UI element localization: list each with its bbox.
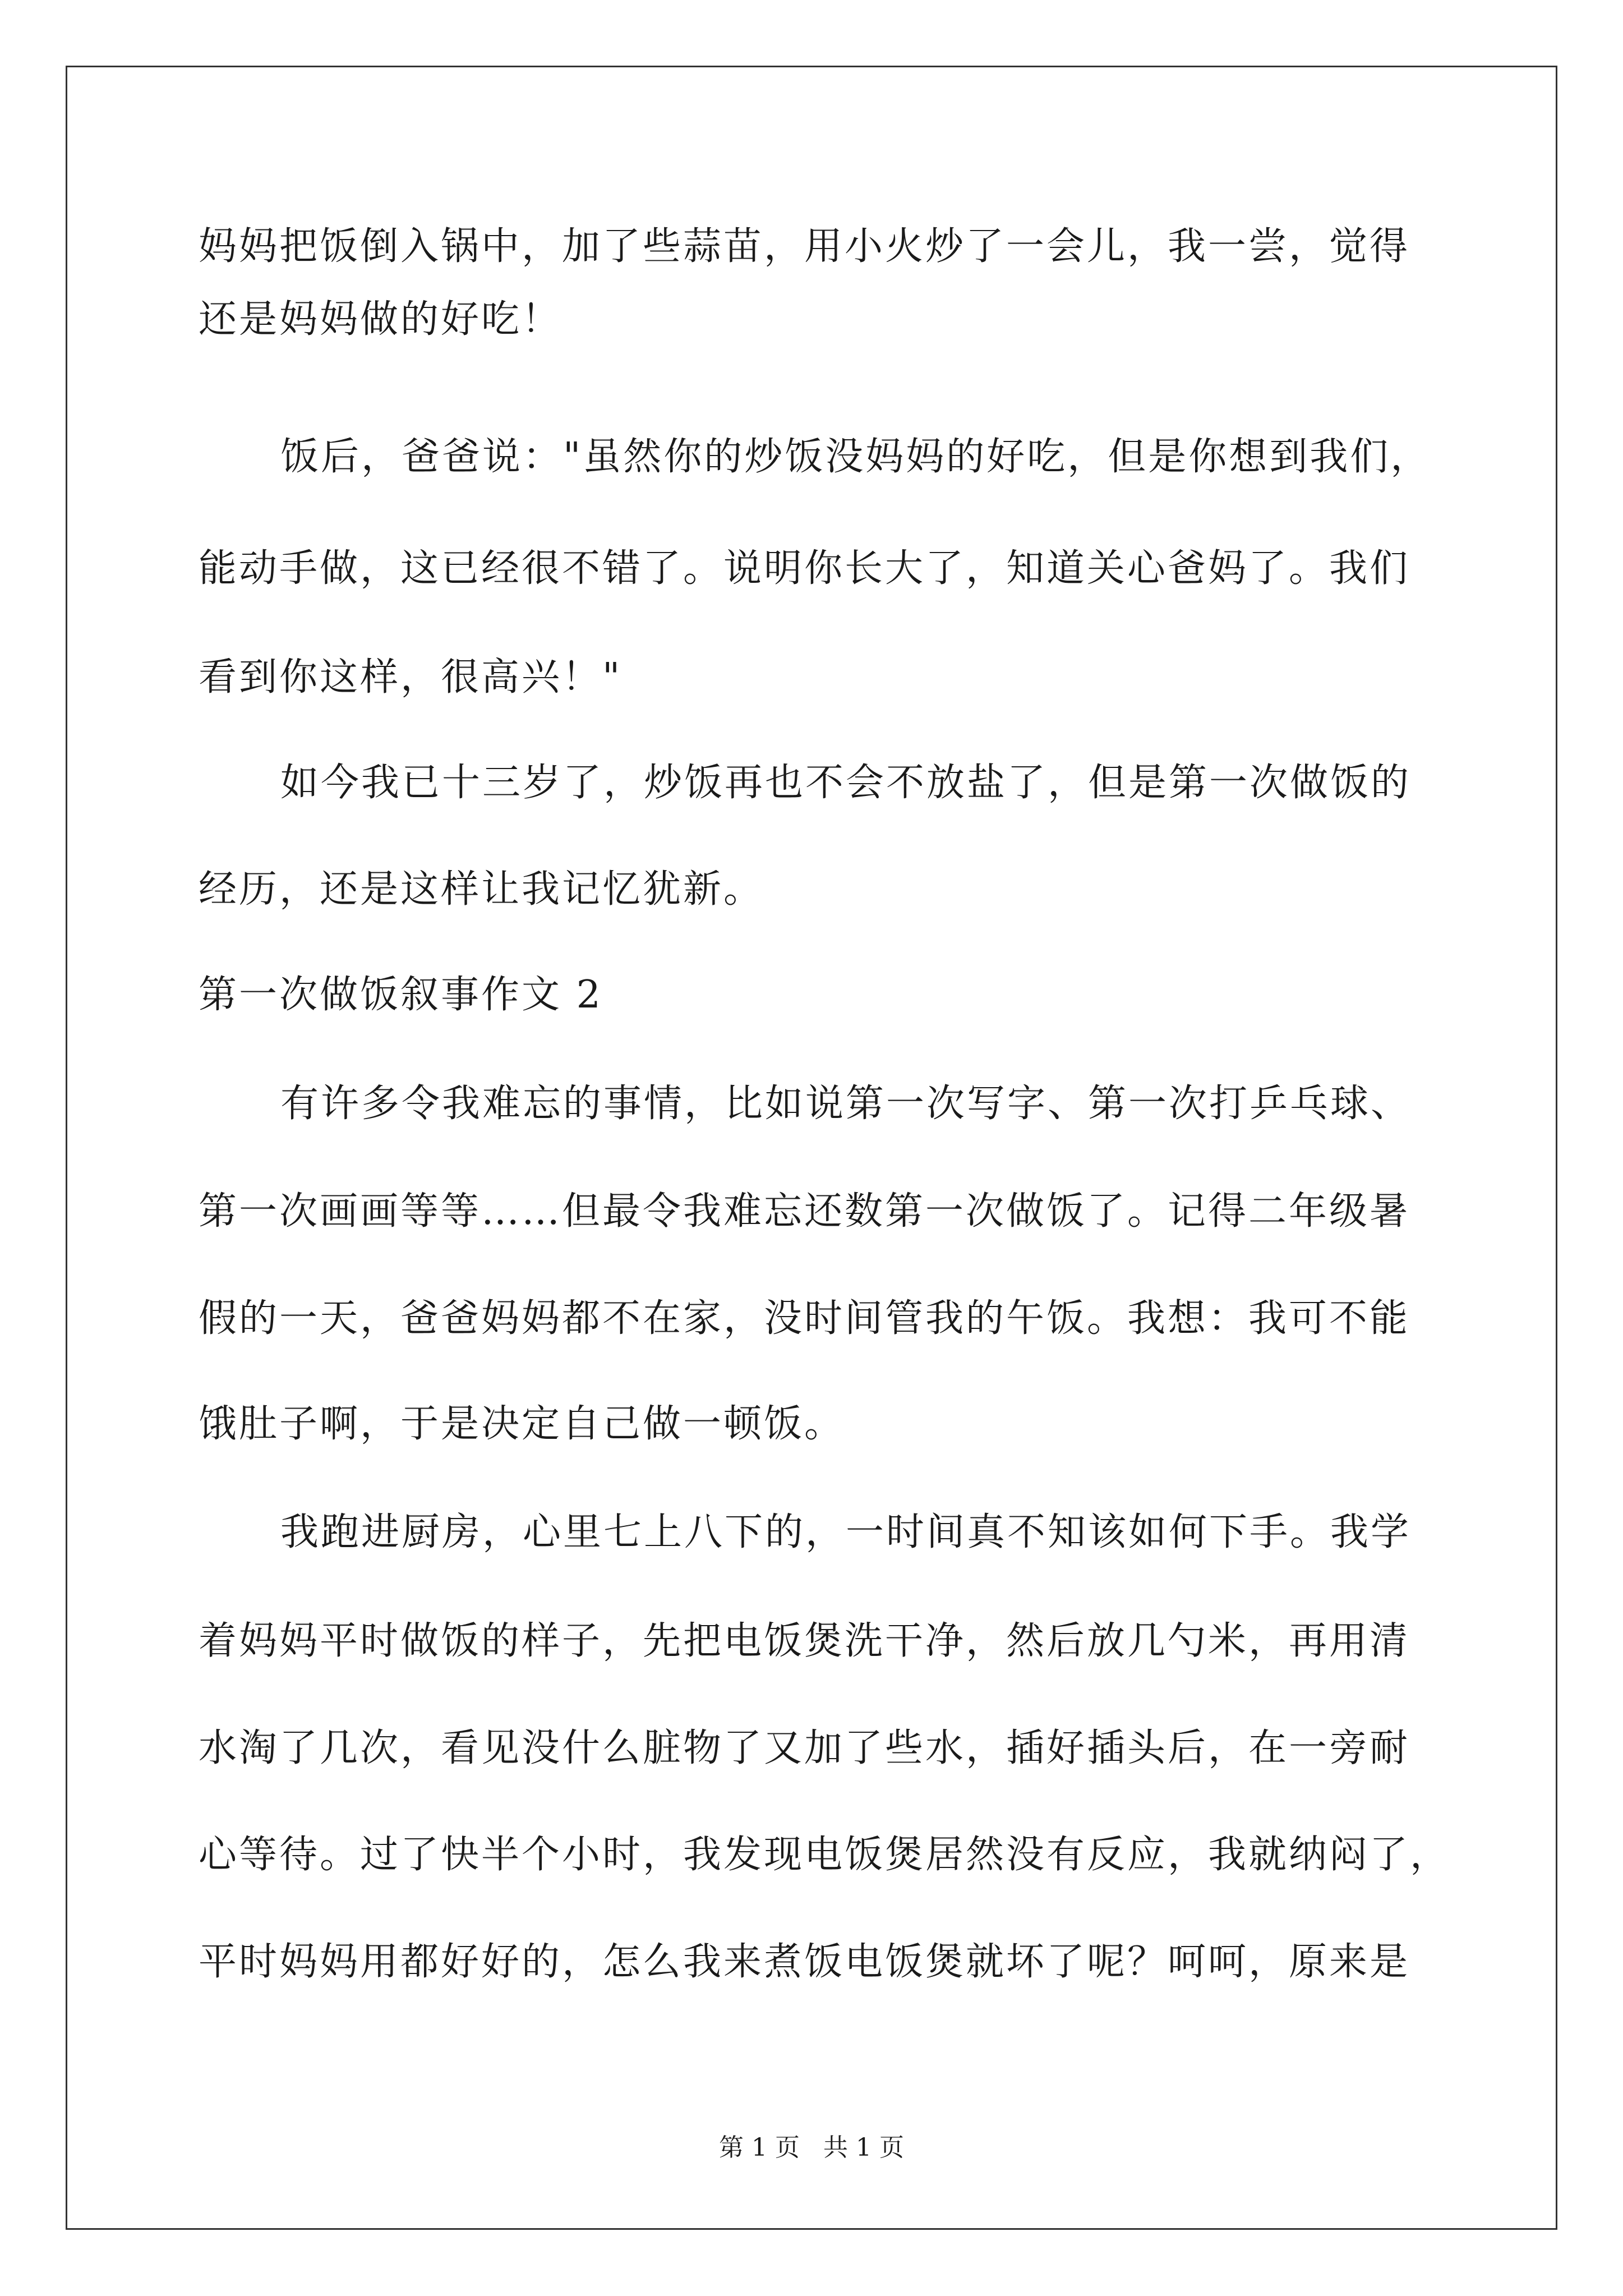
text-line: 妈妈把饭倒入锅中，加了些蒜苗，用小火炒了一会儿，我一尝，觉得 <box>199 224 1410 269</box>
page-border <box>66 66 1557 2230</box>
page-footer: 第 1 页 共 1 页 <box>719 2133 904 2162</box>
text-line: 还是妈妈做的好吃！ <box>199 297 562 342</box>
text-line: 饭后，爸爸说："虽然你的炒饭没妈妈的好吃，但是你想到我们， <box>280 435 1431 479</box>
text-line: 着妈妈平时做饭的样子，先把电饭煲洗干净，然后放几勺米，再用清 <box>199 1619 1410 1663</box>
text-line: 经历，还是这样让我记忆犹新。 <box>199 867 764 912</box>
text-line: 假的一天，爸爸妈妈都不在家，没时间管我的午饭。我想：我可不能 <box>199 1296 1410 1341</box>
text-line: 我跑进厨房，心里七上八下的，一时间真不知该如何下手。我学 <box>280 1510 1412 1554</box>
text-line: 能动手做，这已经很不错了。说明你长大了，知道关心爸妈了。我们 <box>199 546 1410 591</box>
text-line: 如今我已十三岁了，炒饭再也不会不放盐了，但是第一次做饭的 <box>280 761 1412 805</box>
text-line: 看到你这样，很高兴！" <box>199 655 623 700</box>
text-line: 有许多令我难忘的事情，比如说第一次写字、第一次打乒乓球、 <box>280 1082 1412 1126</box>
text-line: 饿肚子啊，于是决定自己做一顿饭。 <box>199 1402 845 1446</box>
section-title: 第一次做饭叙事作文 2 <box>199 973 603 1017</box>
text-line: 心等待。过了快半个小时，我发现电饭煲居然没有反应，我就纳闷了， <box>199 1833 1451 1877</box>
text-line: 水淘了几次，看见没什么脏物了又加了些水，插好插头后，在一旁耐 <box>199 1726 1410 1770</box>
text-line: 第一次画画等等……但最令我难忘还数第一次做饭了。记得二年级暑 <box>199 1189 1410 1234</box>
text-line: 平时妈妈用都好好的，怎么我来煮饭电饭煲就坏了呢？呵呵，原来是 <box>199 1940 1410 1984</box>
